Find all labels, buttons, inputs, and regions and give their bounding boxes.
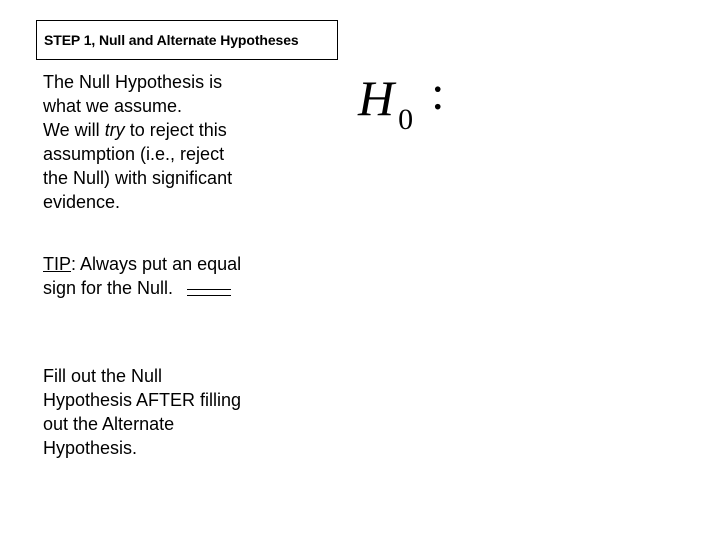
null-hypothesis-formula [358, 68, 444, 136]
slide-title: STEP 1, Null and Alternate Hypotheses [36, 20, 338, 60]
hypothesis-symbol: H [358, 70, 395, 126]
text-line [43, 276, 333, 300]
text-line: Fill out the Null [43, 366, 163, 386]
emphasized-word: try [104, 120, 125, 140]
text-line: evidence. [43, 192, 121, 212]
text-fragment: to reject this [124, 120, 227, 140]
text-line [43, 252, 333, 276]
text-line: the Null) with significant [43, 168, 233, 188]
equal-sign-icon [187, 289, 231, 296]
text-line: out the Alternate [43, 414, 175, 434]
text-line: Hypothesis AFTER filling [43, 390, 242, 410]
hypothesis-subscript: 0 [398, 103, 414, 136]
text-fragment: We will [43, 120, 105, 140]
text-line: assumption (i.e., reject [43, 144, 225, 164]
text-line-with-emphasis [43, 118, 313, 142]
tip-label: TIP [43, 254, 72, 274]
text-line: Hypothesis. [43, 438, 138, 458]
text-line: The Null Hypothesis is [43, 72, 223, 92]
null-hypothesis-description [43, 70, 313, 214]
text-fragment: : Always put an equal [71, 254, 242, 274]
text-fragment: sign for the Null. [43, 278, 174, 298]
tip-paragraph [43, 252, 333, 300]
instruction-paragraph [43, 364, 313, 460]
formula-colon: : [431, 67, 445, 120]
text-line: what we assume. [43, 96, 183, 116]
